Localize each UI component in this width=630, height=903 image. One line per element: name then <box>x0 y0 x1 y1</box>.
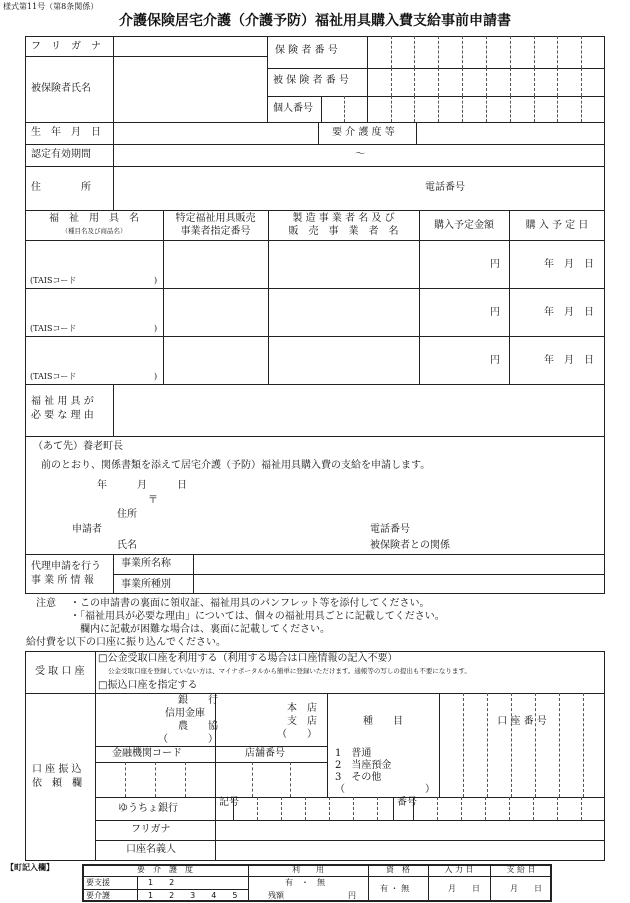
branch-number-label: 店舗番号 <box>245 748 285 759</box>
kind-checking: 2 当座預金 <box>335 760 392 771</box>
phone-label: 電話番号 <box>425 182 465 193</box>
branch-other: （ ） <box>277 729 317 740</box>
personal-number-label: 個人番号 <box>273 103 313 114</box>
tais-code-label: (TAISコード <box>30 372 77 381</box>
town-qualification-header: 資 格 <box>386 865 410 874</box>
bank-type-other: （ ） <box>158 734 218 745</box>
yen-unit: 円 <box>490 307 500 318</box>
applicant-name-label: 氏名 <box>117 540 137 551</box>
applicant-address-label: 住所 <box>117 509 137 520</box>
account-number-header: 口 座 番 号 <box>497 716 547 727</box>
tais-close-paren: ) <box>154 276 158 285</box>
reason-label-line2: 必 要 な 理 由 <box>31 410 94 421</box>
yen-unit: 円 <box>490 259 500 270</box>
kind-other: 3 その他 <box>335 772 382 783</box>
yucho-label: ゆうちょ銀行 <box>118 803 178 814</box>
town-support-levels: 1 2 <box>148 878 175 887</box>
application-date: 年 月 日 <box>97 480 187 491</box>
public-account-note: 公金受取口座を登録していない方は、マイナポータルから簡単に登録いただけます。通帳等の写しの提出も不要になります。 <box>108 667 471 675</box>
application-form <box>25 36 605 594</box>
note-attachments: ・この申請書の裏面に領収証、福祉用具のパンフレット等を添付してください。 <box>70 598 430 609</box>
dob-label: 生 年 月 日 <box>31 127 101 138</box>
account-kind-header: 種 目 <box>363 716 403 727</box>
account-holder-label: 口座名義人 <box>126 844 176 855</box>
maker-header: 製 造 事 業 者 名 及 び <box>292 213 395 224</box>
furigana-label: フ リ ガ ナ <box>31 41 101 52</box>
tais-code-label: (TAISコード <box>30 276 77 285</box>
town-care-label: 要介護 <box>86 891 110 900</box>
receive-account-label: 受 取 口 座 <box>35 666 85 677</box>
transfer-instruction: 給付費を以下の口座に振り込んでください。 <box>26 637 226 648</box>
address-label: 住 所 <box>31 182 91 193</box>
branch-main: 本 店 <box>287 703 317 714</box>
seller-header: 販 売 事 業 者 名 <box>288 226 399 237</box>
town-care-header: 要 介 護 度 <box>137 865 193 874</box>
note-reason: ・「福祉用具が必要な理由」については、個々の福祉用具ごとに記載してください。 <box>70 611 445 622</box>
transfer-account-option[interactable]: □振込口座を指定する <box>98 680 198 691</box>
town-pay-date-value: 月 日 <box>510 884 542 893</box>
bank-type-shinkin: 信用金庫 <box>165 708 205 719</box>
vendor-no-subheader: 事業者指定番号 <box>180 226 251 237</box>
addressee: （あて先）養老町長 <box>33 441 123 452</box>
public-account-option[interactable]: □公金受取口座を利用する（利用する場合は口座情報の記入不要） <box>98 653 398 664</box>
vendor-no-header: 特定福祉用具販売 <box>175 213 256 224</box>
agent-label-line2: 事 業 所 情 報 <box>31 575 94 586</box>
kind-ordinary: 1 普通 <box>335 748 372 759</box>
date-header: 購 入 予 定 日 <box>525 220 589 231</box>
business-name-label: 事業所名称 <box>121 558 171 569</box>
purchase-date-value: 年 月 日 <box>544 307 594 318</box>
yen-unit: 円 <box>490 355 500 366</box>
business-type-label: 事業所種別 <box>121 579 171 590</box>
transfer-request-label-line2: 依 頼 欄 <box>32 778 82 789</box>
agent-label: 代理申請を行う <box>31 561 101 572</box>
yucho-kigou-label: 記号 <box>219 797 239 808</box>
relation-label: 被保険者との関係 <box>370 540 450 551</box>
yucho-bangou-label: 番号 <box>397 797 417 808</box>
town-pay-date-header: 支 給 日 <box>506 865 536 874</box>
branch-sub: 支 店 <box>287 716 317 727</box>
town-remaining: 残額 円 <box>268 891 356 900</box>
item-name-subheader: （種目名及び商品名） <box>61 227 127 235</box>
page-title: 介護保険居宅介護（介護予防）福祉用具購入費支給事前申請書 <box>119 13 511 29</box>
period-tilde: 〜 <box>355 149 365 160</box>
bank-type-ja: 農 協 <box>178 721 218 732</box>
town-use-yes-no: 有 ・ 無 <box>285 878 325 887</box>
note-back-side: 欄内に記載が困難な場合は、裏面に記載してください。 <box>80 624 330 635</box>
town-qualification-value: 有 ・ 無 <box>380 884 410 893</box>
certification-period-label: 認定有効期間 <box>31 149 91 160</box>
tais-code-label: (TAISコード <box>30 324 77 333</box>
town-use-label: 【町記入欄】 <box>6 862 54 872</box>
town-care-levels: 1 2 3 4 5 <box>148 891 238 900</box>
tais-close-paren: ) <box>154 324 158 333</box>
town-support-label: 要支援 <box>86 878 110 887</box>
transfer-request-label: 口 座 振 込 <box>32 764 82 775</box>
insured-name-label: 被保険者氏名 <box>31 83 91 94</box>
applicant-phone-label: 電話番号 <box>370 524 410 535</box>
amount-header: 購入予定金額 <box>434 220 494 231</box>
town-use-header: 利 用 <box>292 865 324 874</box>
notes-heading: 注意 <box>36 598 56 609</box>
insured-number-label: 被 保 険 者 番 号 <box>273 75 349 86</box>
applicant-label: 申請者 <box>72 524 102 535</box>
application-statement: 前のとおり、関係書類を添えて居宅介護（予防）福祉用具購入費の支給を申請します。 <box>41 460 431 471</box>
form-number: 様式第11号（第8条関係） <box>3 2 99 11</box>
bank-type-bank: 銀 行 <box>178 695 218 706</box>
holder-furigana-label: フリガナ <box>131 824 171 835</box>
purchase-date-value: 年 月 日 <box>544 259 594 270</box>
town-input-date-value: 月 日 <box>448 884 480 893</box>
kind-other-paren: （ ） <box>335 784 435 795</box>
insured-name-field[interactable] <box>114 57 267 122</box>
tais-close-paren: ) <box>154 372 158 381</box>
purchase-date-value: 年 月 日 <box>544 355 594 366</box>
care-level-label: 要 介 護 度 等 <box>332 127 395 138</box>
item-name-header: 福 祉 用 具 名 <box>49 213 139 224</box>
insurer-number-label: 保 険 者 番 号 <box>275 45 338 56</box>
institution-code-label: 金融機関コード <box>112 748 182 759</box>
town-input-date-header: 入 力 日 <box>444 865 474 874</box>
postal-mark: 〒 <box>148 495 158 506</box>
reason-label: 福 祉 用 具 が <box>31 396 94 407</box>
